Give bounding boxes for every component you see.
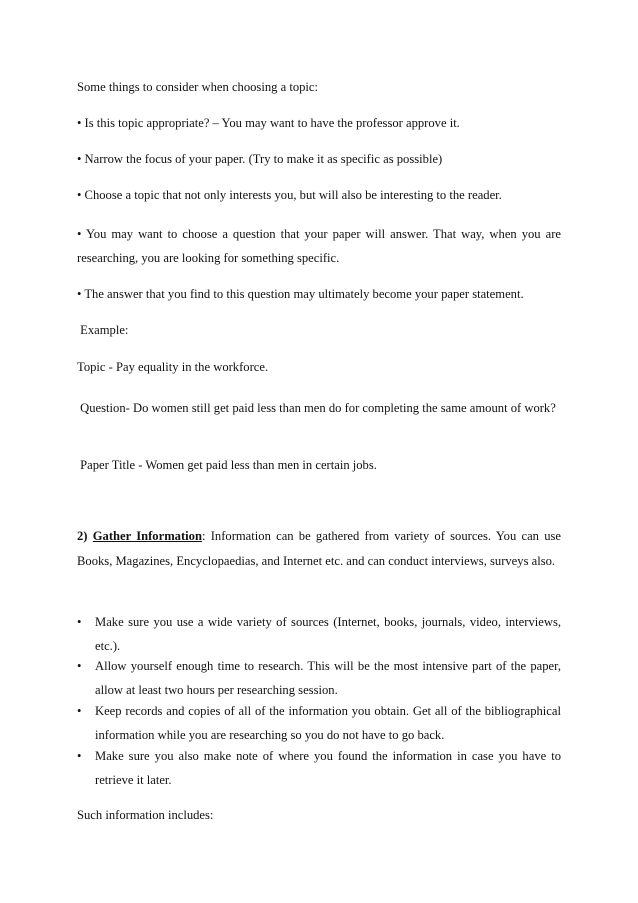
bullet-icon: • [77, 704, 82, 718]
example-topic: Topic - Pay equality in the workforce. [77, 360, 269, 374]
topic-intro: Some things to consider when choosing a topic: [77, 80, 318, 94]
topic-point: • Is this topic appropriate? – You may want to have the professor approve it. [77, 116, 460, 130]
section-title: Gather Information [92, 529, 202, 543]
list-item [77, 610, 561, 658]
list-item [77, 744, 561, 792]
list-item-text: Keep records and copies of all of the information you obtain. Get all of the bibliographical information while you are researching so you do not have to go back. [95, 704, 561, 742]
list-item [77, 654, 561, 702]
list-item [77, 699, 561, 747]
bullet-icon: • [77, 615, 82, 629]
topic-point: • Narrow the focus of your paper. (Try to make it as specific as possible) [77, 152, 443, 166]
list-item-text: Make sure you use a wide variety of sources (Internet, books, journals, video, interviews, etc.). [95, 615, 561, 653]
example-question: Question- Do women still get paid less than men do for completing the same amount of work? [77, 401, 556, 415]
topic-point: • You may want to choose a question that your paper will answer. That way, when you are researching, you are looking for something specific. [77, 227, 561, 265]
bullet-icon: • [77, 749, 82, 763]
example-paper-title: Paper Title - Women get paid less than men in certain jobs. [77, 458, 377, 472]
topic-point: • The answer that you find to this question may ultimately become your paper statement. [77, 287, 524, 301]
section-body: : Information can be gathered from variety of sources. You can use Books, Magazines, Encyclopaedias, and Internet etc. and can conduct interviews, surveys also. [77, 529, 561, 568]
list-item-text: Allow yourself enough time to research. This will be the most intensive part of the paper, allow at least two hours per researching session. [95, 659, 561, 697]
bullet-icon: • [77, 659, 82, 673]
topic-point: • Choose a topic that not only interests you, but will also be interesting to the reader. [77, 188, 502, 202]
closing-line: Such information includes: [77, 808, 214, 822]
example-label: Example: [77, 323, 129, 337]
section-number: 2) [77, 529, 88, 543]
gather-information-paragraph [77, 524, 561, 574]
list-item-text: Make sure you also make note of where you found the information in case you have to retrieve it later. [95, 749, 561, 787]
